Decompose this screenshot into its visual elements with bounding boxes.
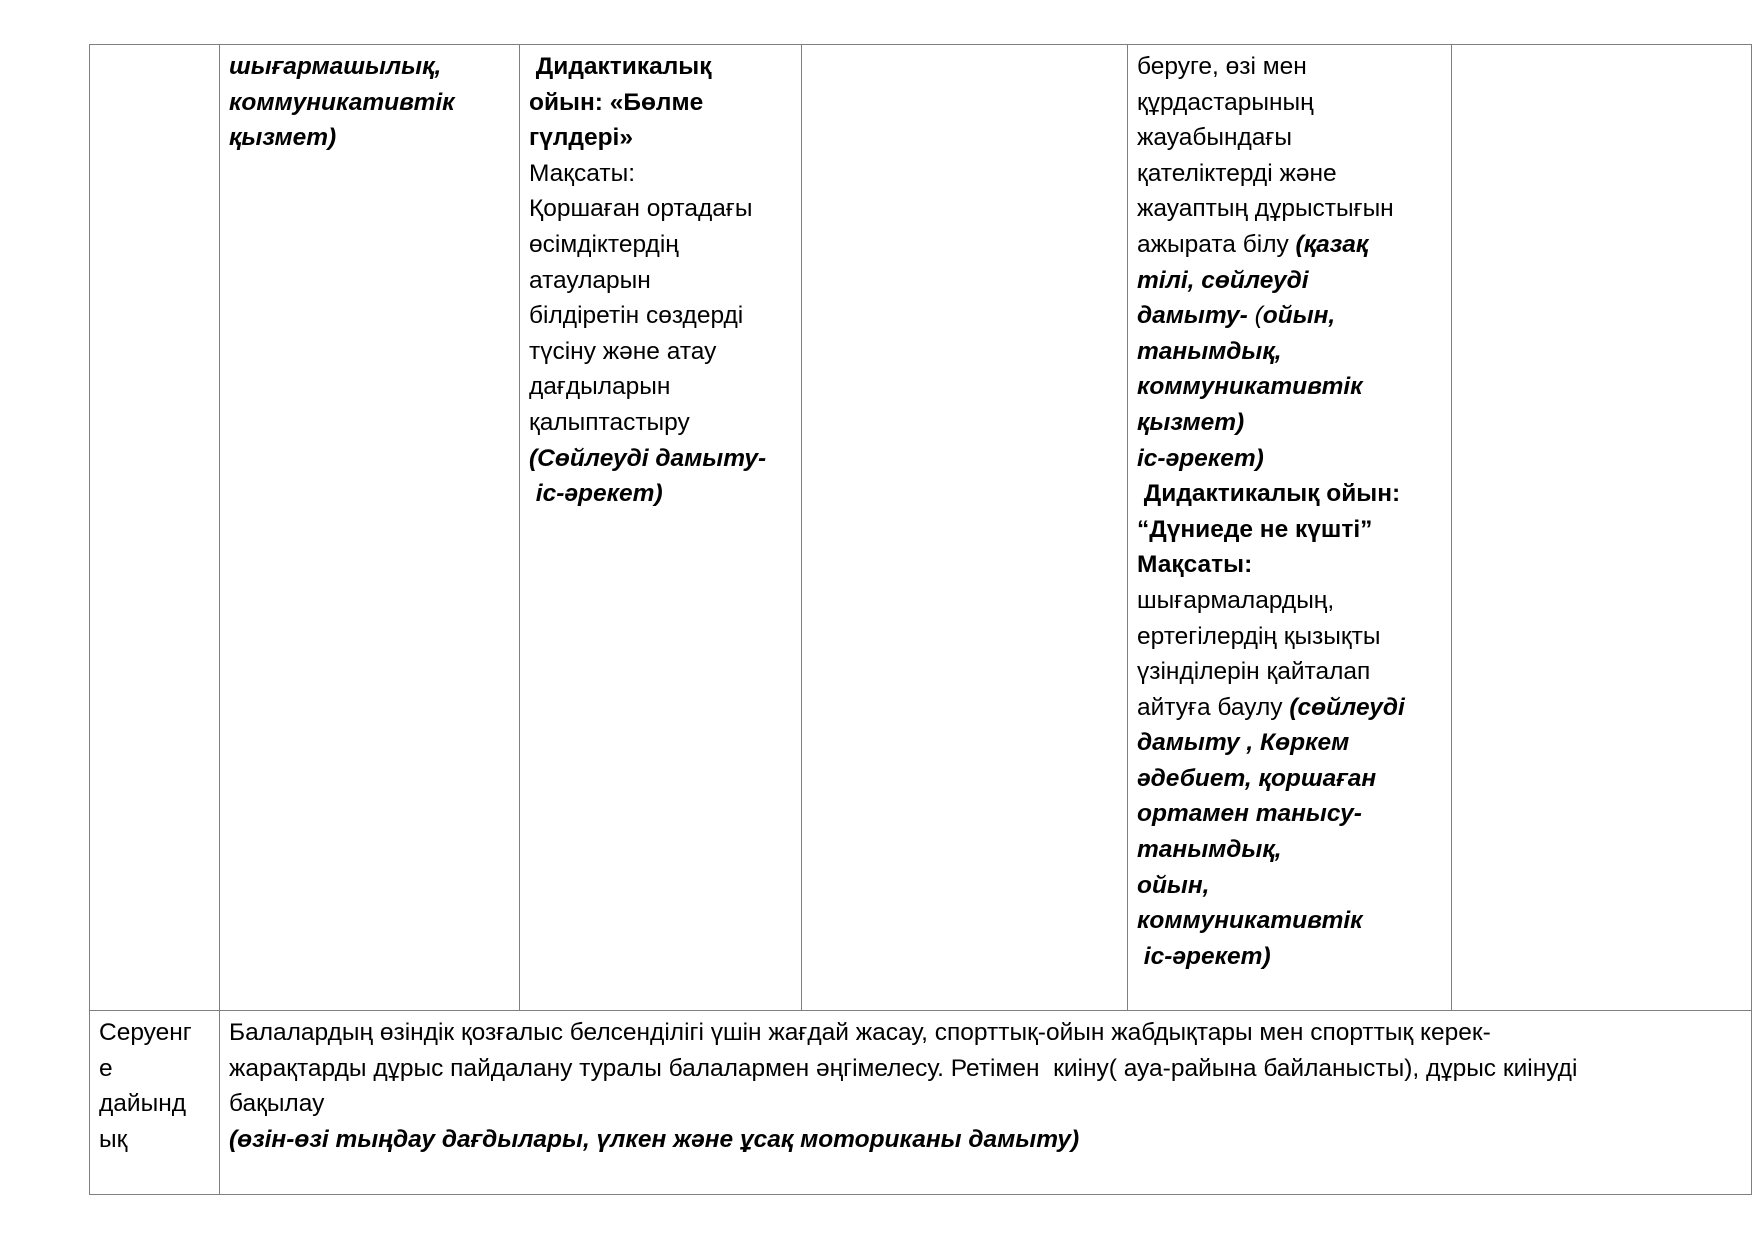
text-line: құрдастарының: [1137, 88, 1314, 116]
text-line: жарақтарды дұрыс пайдалану туралы балалармен әңгімелесу. Ретімен киіну( ауа-райына байланысты), дұрыс киінуді: [229, 1054, 1578, 1082]
text-line: Балалардың өзіндік қозғалыс белсенділігі үшін жағдай жасау, спорттық-ойын жабдықтары мен спорттық керек-: [229, 1019, 1491, 1046]
plan-table: [89, 44, 1752, 1195]
goal-label: Мақсаты:: [1137, 551, 1253, 579]
text-line: коммуникативтік: [229, 88, 455, 116]
goal-line: білдіретін сөздерді: [529, 302, 744, 330]
mixed-line: [1137, 298, 1442, 334]
label-line: Серуенг: [99, 1019, 192, 1046]
label-line: ық: [99, 1125, 128, 1153]
area-line: (Сөйлеуді дамыту-: [529, 444, 767, 472]
game-title-line: Дидактикалық ойын:: [1137, 480, 1401, 508]
text-line: бақылау: [229, 1090, 325, 1118]
text-span: (: [1254, 302, 1263, 330]
game-title-line: Дидактикалық: [529, 53, 712, 80]
text-line: тілі, сөйлеуді: [1137, 266, 1309, 294]
game-title-line: гүлдері»: [529, 124, 633, 152]
row1-last-cell: [1452, 45, 1752, 1011]
row1-label-cell: [90, 45, 220, 1011]
text-line: коммуникативтік: [1137, 373, 1363, 401]
goal-line: дағдыларын: [529, 373, 671, 401]
text-line: жауабындағы: [1137, 124, 1292, 152]
text-line: коммуникативтік: [1137, 907, 1363, 935]
text-line: қызмет): [1137, 408, 1245, 436]
text-line: қызмет): [229, 124, 337, 152]
label-line: е: [99, 1054, 113, 1082]
text-line: іс-әрекет): [1137, 942, 1271, 970]
text-span: ажырата білу: [1137, 230, 1296, 258]
text-span: (қазақ: [1295, 230, 1369, 258]
text-line: ортамен танысу-: [1137, 800, 1362, 828]
walk-prep-label-cell: [90, 1011, 220, 1195]
text-line: беруге, өзі мен: [1137, 53, 1307, 80]
goal-line: үзінділерін қайталап: [1137, 658, 1371, 686]
area-line: (өзін-өзі тыңдау дағдылары, үлкен және ұсақ моториканы дамыту): [229, 1125, 1080, 1153]
goal-line: қалыптастыру: [529, 408, 690, 436]
text-span: айтуға баулу: [1137, 693, 1290, 721]
mixed-line: [1137, 690, 1442, 726]
text-line: ойын,: [1137, 871, 1210, 899]
goal-label: Мақсаты:: [529, 159, 636, 187]
row1-empty-cell: [802, 45, 1128, 1011]
game-title-line: “Дүниеде не күшті”: [1137, 515, 1373, 543]
walk-prep-content-cell: [220, 1011, 1752, 1195]
table-row: [90, 1011, 1752, 1195]
goal-line: ертегілердің қызықты: [1137, 622, 1381, 650]
goal-line: өсімдіктердің: [529, 230, 679, 258]
text-line: танымдық,: [1137, 836, 1282, 864]
mixed-line: [1137, 227, 1442, 263]
label-line: дайынд: [99, 1090, 187, 1118]
text-span: (сөйлеуді: [1289, 693, 1405, 721]
text-line: іс-әрекет): [1137, 444, 1264, 472]
row1-game-cell: [520, 45, 802, 1011]
goal-line: түсіну және атау: [529, 337, 717, 365]
area-line: іс-әрекет): [529, 480, 663, 508]
table-row: [90, 45, 1752, 1011]
text-span: дамыту-: [1137, 302, 1255, 330]
goal-line: атауларын: [529, 266, 651, 294]
row1-speech-cell: [1128, 45, 1452, 1011]
text-line: жауаптың дұрыстығын: [1137, 195, 1394, 223]
game-title-line: ойын: «Бөлме: [529, 88, 704, 116]
text-line: шығармашылық,: [229, 53, 442, 80]
text-line: қателіктерді және: [1137, 159, 1337, 187]
goal-line: Қоршаған ортадағы: [529, 195, 753, 223]
goal-line: шығармалардың,: [1137, 586, 1335, 614]
text-span: ойын,: [1262, 302, 1336, 330]
text-line: танымдық,: [1137, 337, 1282, 365]
row1-activity-cell: [220, 45, 520, 1011]
text-line: әдебиет, қоршаған: [1137, 764, 1377, 792]
text-line: дамыту , Көркем: [1137, 729, 1350, 757]
